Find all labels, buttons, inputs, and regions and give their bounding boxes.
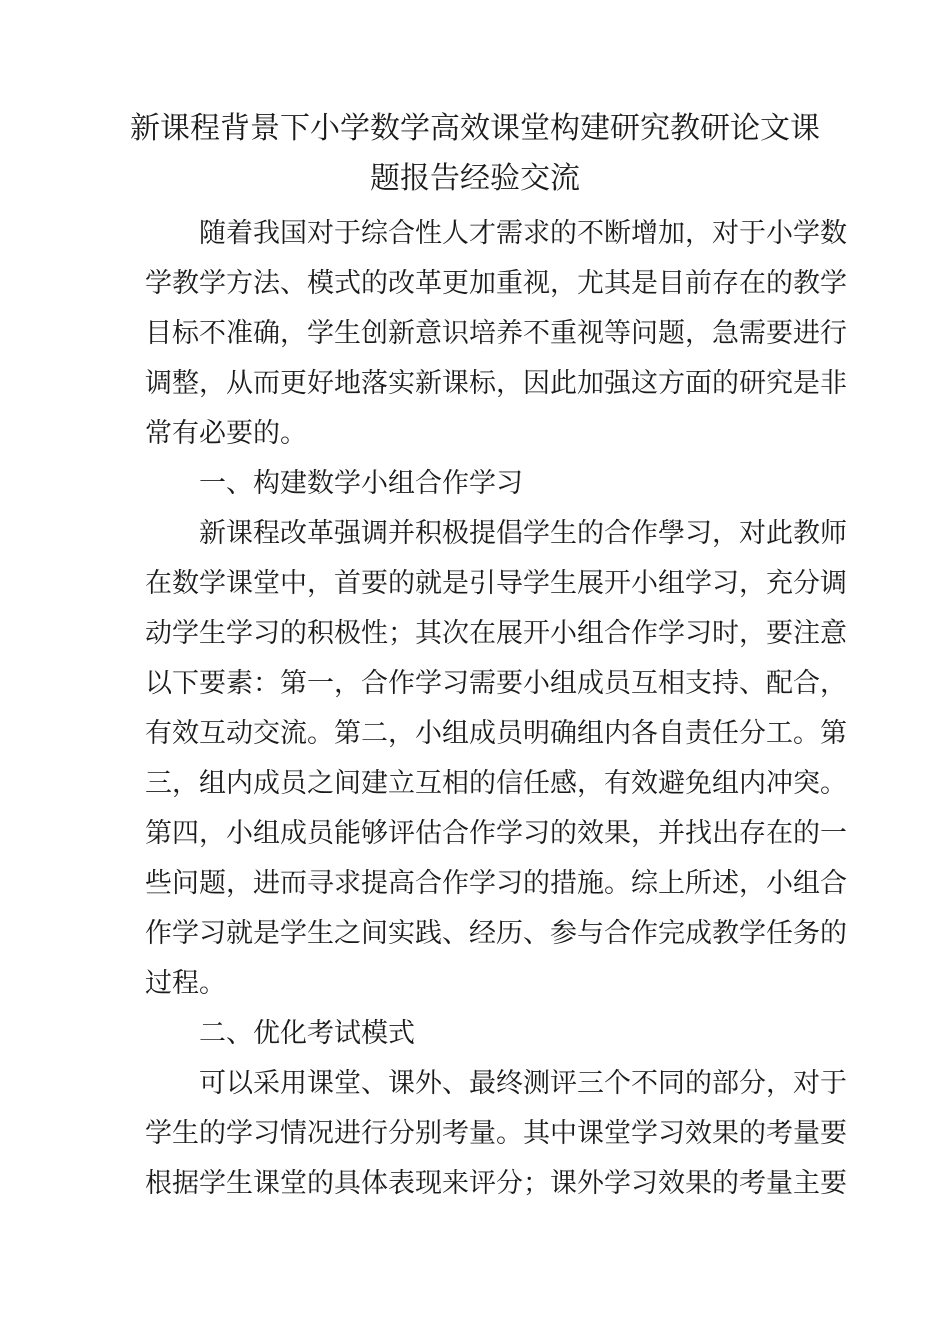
paragraph-1-line-3: 目标不准确，学生创新意识培养不重视等问题，急需要进行: [145, 318, 847, 349]
paragraph-3-line-3: 根据学生课堂的具体表现来评分；课外学习效果的考量主要: [145, 1168, 847, 1199]
document-title: [130, 104, 820, 204]
paragraph-1-line-1: 随着我国对于综合性人才需求的不断增加，对于小学数: [199, 218, 847, 249]
paragraph-1-line-4: 调整，从而更好地落实新课标，因此加强这方面的研究是非: [145, 368, 847, 399]
paragraph-1-line-5: 常有必要的。: [145, 418, 307, 449]
paragraph-3-line-2: 学生的学习情况进行分别考量。其中课堂学习效果的考量要: [145, 1118, 847, 1149]
paragraph-2-line-9: 作学习就是学生之间实践、经历、参与合作完成教学任务的: [145, 918, 847, 949]
paragraph-2-line-2: 在数学课堂中，首要的就是引导学生展开小组学习，充分调: [145, 568, 847, 599]
paragraph-2-line-6: 三，组内成员之间建立互相的信任感，有效避免组内冲突。: [145, 768, 847, 799]
paragraph-2-line-3: 动学生学习的积极性；其次在展开小组合作学习时，要注意: [145, 618, 847, 649]
paragraph-2-line-1: 新课程改革强调并积极提倡学生的合作學习，对此教师: [199, 518, 847, 549]
paragraph-2-line-4: 以下要素：第一，合作学习需要小组成员互相支持、配合，: [145, 668, 847, 699]
title-line-1: 新课程背景下小学数学高效课堂构建研究教研论文课: [130, 111, 820, 146]
title-line-2: 题报告经验交流: [370, 161, 580, 196]
paragraph-2-line-7: 第四，小组成员能够评估合作学习的效果，并找出存在的一: [145, 818, 847, 849]
paragraph-2-line-5: 有效互动交流。第二，小组成员明确组内各自责任分工。第: [145, 718, 847, 749]
paragraph-2-line-10: 过程。: [145, 968, 226, 999]
paragraph-3-line-1: 可以采用课堂、课外、最终测评三个不同的部分，对于: [199, 1068, 847, 1099]
section-heading-2: 二、优化考试模式: [199, 1018, 415, 1049]
paragraph-1-line-2: 学教学方法、模式的改革更加重视，尤其是目前存在的教学: [145, 268, 847, 299]
section-heading-1: 一、构建数学小组合作学习: [199, 468, 523, 499]
paragraph-2-line-8: 些问题，进而寻求提高合作学习的措施。综上所述，小组合: [145, 868, 847, 899]
